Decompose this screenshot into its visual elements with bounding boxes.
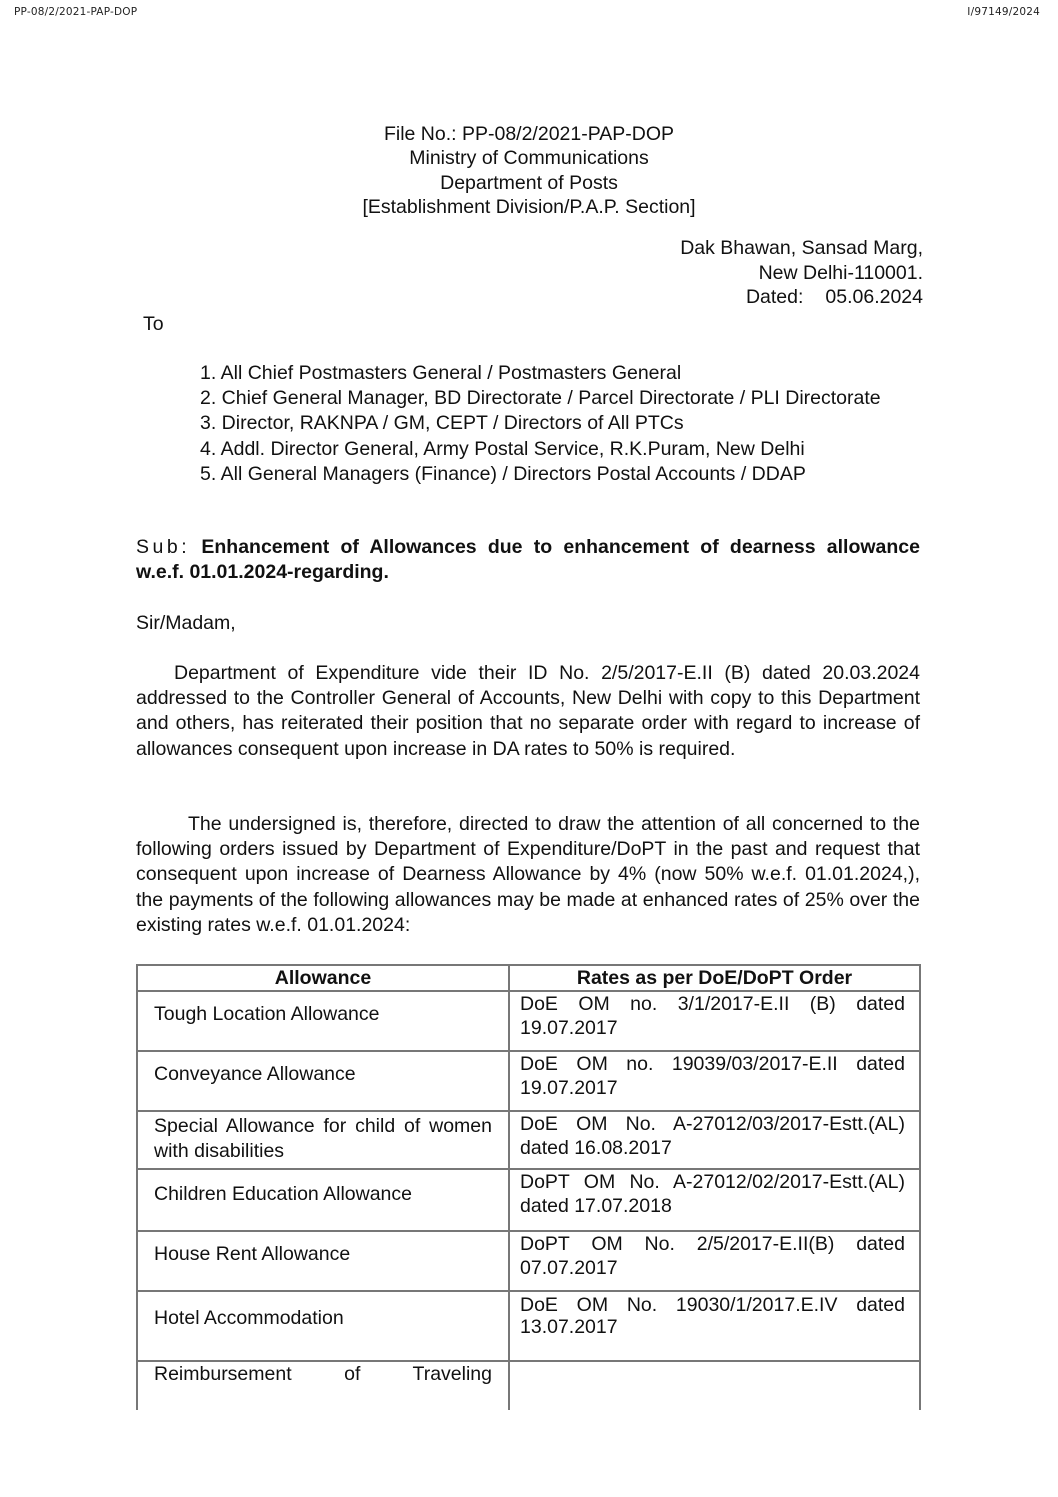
table-row bbox=[137, 1169, 920, 1231]
table-row bbox=[137, 1231, 920, 1291]
order-line-2: 07.07.2017 bbox=[520, 1257, 618, 1279]
dated-line bbox=[680, 285, 923, 310]
order-cell bbox=[509, 1169, 920, 1231]
body-paragraph-1: Department of Expenditure vide their ID No. 2/5/2017-E.II (B) dated 20.03.2024 addressed to the Controller General of Accounts, New Delhi with copy to this Department and others, has reiterated their position that no separate order with regard to increase of allowances consequent upon increase in DA rates to 50% is required. bbox=[136, 662, 920, 760]
table-row bbox=[137, 991, 920, 1051]
recipient-item: 1. All Chief Postmasters General / Postmasters General bbox=[200, 362, 682, 384]
dated-value: 05.06.2024 bbox=[825, 286, 923, 308]
order-line-2: 19.07.2017 bbox=[520, 1077, 618, 1099]
allowances-table bbox=[136, 964, 921, 1410]
ministry-name: Ministry of Communications bbox=[409, 147, 649, 170]
recipient-item: 5. All General Managers (Finance) / Directors Postal Accounts / DDAP bbox=[200, 462, 806, 485]
order-line-1: DoE OM No. 19030/1/2017.E.IV dated bbox=[520, 1294, 905, 1316]
file-number: File No.: PP-08/2/2021-PAP-DOP bbox=[383, 123, 675, 145]
to-label: To bbox=[143, 313, 164, 335]
table-header-row bbox=[137, 965, 920, 991]
order-cell bbox=[509, 1111, 920, 1169]
recipient-list bbox=[200, 361, 920, 487]
page-header-file-ref: PP-08/2/2021-PAP-DOP bbox=[14, 6, 138, 18]
table-row bbox=[137, 1361, 920, 1410]
allowance-cell: Children Education Allowance bbox=[137, 1169, 509, 1231]
address-line-2: New Delhi-110001. bbox=[758, 261, 923, 284]
table-row bbox=[137, 1051, 920, 1111]
subject-text: Enhancement of Allowances due to enhancement of dearness allowance w.e.f. 01.01.2024-regarding. bbox=[136, 536, 921, 583]
order-line-1: DoE OM No. A-27012/03/2017-Estt.(AL) bbox=[520, 1113, 905, 1135]
page-header-receipt-no: I/97149/2024 bbox=[967, 6, 1040, 18]
order-cell bbox=[509, 1231, 920, 1291]
allowance-cell: Special Allowance for child of women with disabilities bbox=[137, 1111, 509, 1169]
salutation: Sir/Madam, bbox=[136, 612, 236, 634]
recipient-item: 2. Chief General Manager, BD Directorate / Parcel Directorate / PLI Directorate bbox=[200, 387, 881, 410]
body-paragraph-2: The undersigned is, therefore, directed to draw the attention of all concerned to the following orders issued by Department of Expenditure/DoPT in the past and request that consequent upon increase of Dearness Allowance by 4% (now 50% w.e.f. 01.01.2024,), the payments of the following allowances may be made at enhanced rates of 25% over the existing rates w.e.f. 01.01.2024: bbox=[136, 813, 920, 936]
order-line-1: DoPT OM No. 2/5/2017-E.II(B) dated bbox=[520, 1233, 905, 1255]
dated-label: Dated: bbox=[745, 286, 804, 308]
order-line-2: 19.07.2017 bbox=[520, 1017, 618, 1039]
recipient-item: 3. Director, RAKNPA / GM, CEPT / Directors of All PTCs bbox=[200, 412, 684, 435]
recipient-item: 4. Addl. Director General, Army Postal Service, R.K.Puram, New Delhi bbox=[200, 437, 805, 460]
subject-label: Sub: bbox=[136, 536, 191, 558]
table-row bbox=[137, 1111, 920, 1169]
order-line-1: DoPT OM No. A-27012/02/2017-Estt.(AL) bbox=[520, 1171, 905, 1193]
allowance-cell: House Rent Allowance bbox=[137, 1231, 509, 1291]
order-line-2: 13.07.2017 bbox=[520, 1316, 618, 1338]
order-cell bbox=[509, 1361, 920, 1410]
column-header-allowance: Allowance bbox=[137, 965, 509, 991]
sender-address bbox=[680, 236, 923, 310]
letterhead bbox=[300, 122, 758, 219]
allowance-cell: Conveyance Allowance bbox=[137, 1051, 509, 1111]
allowance-cell: Hotel Accommodation bbox=[137, 1291, 509, 1361]
allowance-cell: Tough Location Allowance bbox=[137, 991, 509, 1051]
subject-line bbox=[136, 535, 920, 585]
order-cell bbox=[509, 1291, 920, 1361]
department-name: Department of Posts bbox=[440, 171, 618, 194]
allowance-cell: Reimbursement of Traveling bbox=[137, 1361, 509, 1410]
division-name: [Establishment Division/P.A.P. Section] bbox=[362, 195, 696, 218]
column-header-order: Rates as per DoE/DoPT Order bbox=[509, 965, 920, 991]
order-line-2: dated 16.08.2017 bbox=[520, 1137, 672, 1159]
order-line-1: DoE OM no. 19039/03/2017-E.II dated bbox=[520, 1053, 905, 1075]
order-line-2: dated 17.07.2018 bbox=[520, 1195, 672, 1217]
address-line-1: Dak Bhawan, Sansad Marg, bbox=[680, 237, 923, 259]
table-row bbox=[137, 1291, 920, 1361]
order-cell bbox=[509, 1051, 920, 1111]
order-cell bbox=[509, 991, 920, 1051]
order-line-1: DoE OM no. 3/1/2017-E.II (B) dated bbox=[520, 993, 905, 1015]
